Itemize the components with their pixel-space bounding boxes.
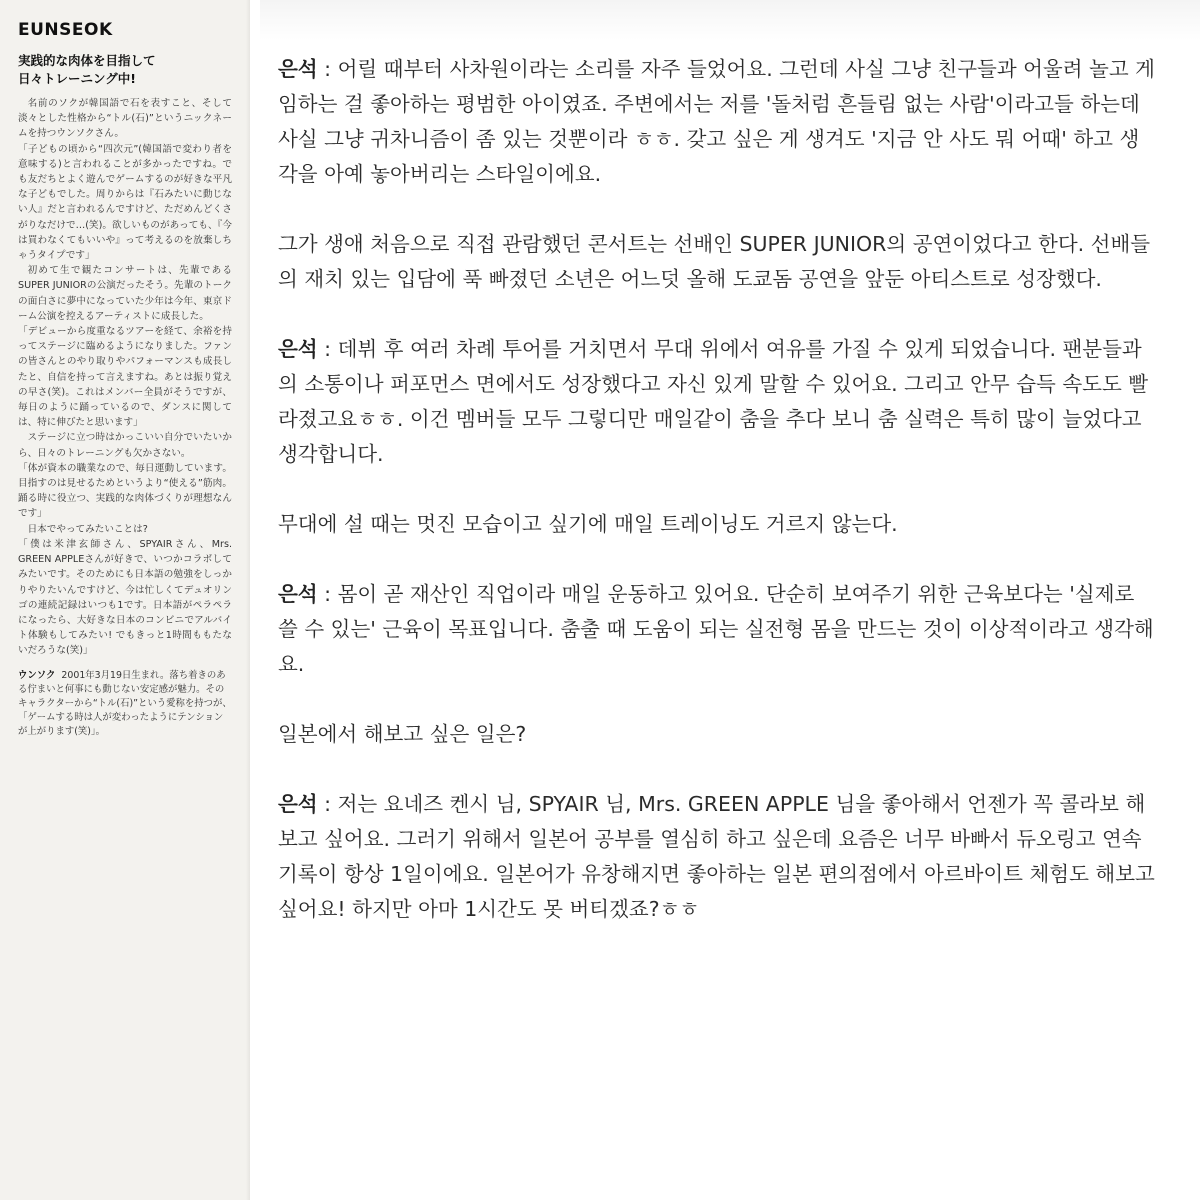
translation-column [260,0,1200,1200]
answer-text: 저는 요네즈 켄시 님, SPYAIR 님, Mrs. GREEN APPLE 님을 좋아해서 언젠가 꼭 콜라보 해보고 싶어요. 그러기 위해서 일본어 공부를 열심히 하고 싶은데 요즘은 너무 바빠서 듀오링고 연속 기록이 항상 1일이에요. 일본어가 유창해지면 좋아하는 일본 편의점에서 아르바이트 체험도 해보고 싶어요! 하지만 아마 1시간도 못 버티겠죠?ㅎㅎ [278,792,1155,921]
member-name: EUNSEOK [18,20,113,40]
magazine-paragraph: 名前のソクが韓国語で石を表すこと、そして淡々とした性格から“トル(石)”というニックネームを持つウンソクさん。 [18,98,232,140]
top-shade [260,0,1200,40]
answer-text: 데뷔 후 여러 차례 투어를 거치면서 무대 위에서 여유를 가질 수 있게 되었습니다. 팬분들과의 소통이나 퍼포먼스 면에서도 성장했다고 자신 있게 말할 수 있어요. 그리고 안무 습득 속도도 빨라졌고요ㅎㅎ. 이건 멤버들 모두 그렇디만 매일같이 춤을 추다 보니 춤 실력은 특히 많이 늘었다고 생각합니다. [278,337,1149,466]
narration-text: 그가 생애 처음으로 직접 관람했던 콘서트는 선배인 SUPER JUNIOR의 공연이었다고 한다. 선배들의 재치 있는 입담에 푹 빠졌던 소년은 어느덧 올해 도쿄돔 공연을 앞둔 아티스트로 성장했다. [278,232,1151,291]
speaker-label: 은석 [278,337,318,361]
translation-body [278,52,1158,962]
speaker-separator: : [317,582,338,606]
headline-line: 日々トレーニング中! [18,71,136,86]
headline-line: 実践的な肉体を目指して [18,53,156,68]
speaker-separator: : [317,792,338,816]
speaker-label: 은석 [278,582,318,606]
interview-question [278,717,1158,752]
interview-answer [278,577,1158,682]
magazine-quote: 「僕は米津玄師さん、SPYAIRさん、Mrs. GREEN APPLEさんが好きで、いつかコラボしてみたいです。そのためにも日本語の勉強をしっかりやりたいんですけど、今は忙しくてデュオリンゴの連続記録はいつも1です。日本語がペラペラになったら、大好きな日本のコンビニでアルバイト体験もしてみたい! でもきっと1時間ももたないだろうな(笑)」 [18,538,232,657]
narration [278,507,1158,542]
magazine-headline [18,52,232,88]
interview-answer [278,52,1158,192]
magazine-quote: 「子どもの頃から“四次元”(韓国語で変わり者を意味する)と言われることが多かったですね。でも友だちとよく遊んでゲームするのが好きな平凡な子どもでした。周りからは『石みたいに動じない人』だと言われるんですけど、ただめんどくさがりなだけで…(笑)。欲しいものがあっても、『今は買わなくてもいいや』って考えるのを放棄しちゃうタイプです」 [18,143,232,262]
magazine-column [0,0,250,1200]
speaker-separator: : [317,337,338,361]
question-text: 일본에서 해보고 싶은 일은? [278,722,527,746]
interview-answer [278,787,1158,927]
narration [278,227,1158,297]
magazine-content [18,20,232,739]
magazine-quote: 「体が資本の職業なので、毎日運動しています。目指すのは見せるためというより“使える”筋肉。踊る時に役立つ、実践的な肉体づくりが理想なんです」 [18,462,232,520]
speaker-separator: : [317,57,338,81]
profile-name: ウンソク [18,669,56,681]
magazine-paragraph: ステージに立つ時はかっこいい自分でいたいから、日々のトレーニングも欠かさない。 [18,432,232,459]
speaker-label: 은석 [278,57,318,81]
answer-text: 어릴 때부터 사차원이라는 소리를 자주 들었어요. 그런데 사실 그냥 친구들과 어울려 놀고 게임하는 걸 좋아하는 평범한 아이였죠. 주변에서는 저를 '돌처럼 흔들림 없는 사람'이라고들 하는데 사실 그냥 귀차니즘이 좀 있는 것뿐이라 ㅎㅎ. 갖고 싶은 게 생겨도 '지금 안 사도 뭐 어때' 하고 생각을 아예 놓아버리는 스타일이에요. [278,57,1155,186]
magazine-paragraph: 日本でやってみたいことは? [27,523,148,535]
interview-answer [278,332,1158,472]
profile-box [18,669,232,739]
magazine-quote: 「デビューから度重なるツアーを経て、余裕を持ってステージに臨めるようになりました。ファンの皆さんとのやり取りやパフォーマンスも成長したと、自信を持って言えますね。あとは振り覚えの早さ(笑)。これはメンバー全員がそうですが、毎日のように踊っているので、ダンスに関しては、特に伸びたと思います」 [18,326,232,429]
column-divider [246,0,250,1200]
magazine-paragraph: 初めて生で観たコンサートは、先輩であるSUPER JUNIORの公演だったそう。先輩のトークの面白さに夢中になっていた少年は今年、東京ドーム公演を控えるアーティストに成長した。 [18,265,232,322]
narration-text: 무대에 설 때는 멋진 모습이고 싶기에 매일 트레이닝도 거르지 않는다. [278,512,898,536]
answer-text: 몸이 곧 재산인 직업이라 매일 운동하고 있어요. 단순히 보여주기 위한 근육보다는 '실제로 쓸 수 있는' 근육이 목표입니다. 춤출 때 도움이 되는 실전형 몸을 만드는 것이 이상적이라고 생각해요. [278,582,1154,676]
profile-text: 2001年3月19日生まれ。落ち着きのある佇まいと何事にも動じない安定感が魅力。そのキャラクターから“トル(石)”という愛称を持つが、「ゲームする時は人が変わったようにテンションが上がります(笑)」。 [18,669,232,737]
speaker-label: 은석 [278,792,318,816]
